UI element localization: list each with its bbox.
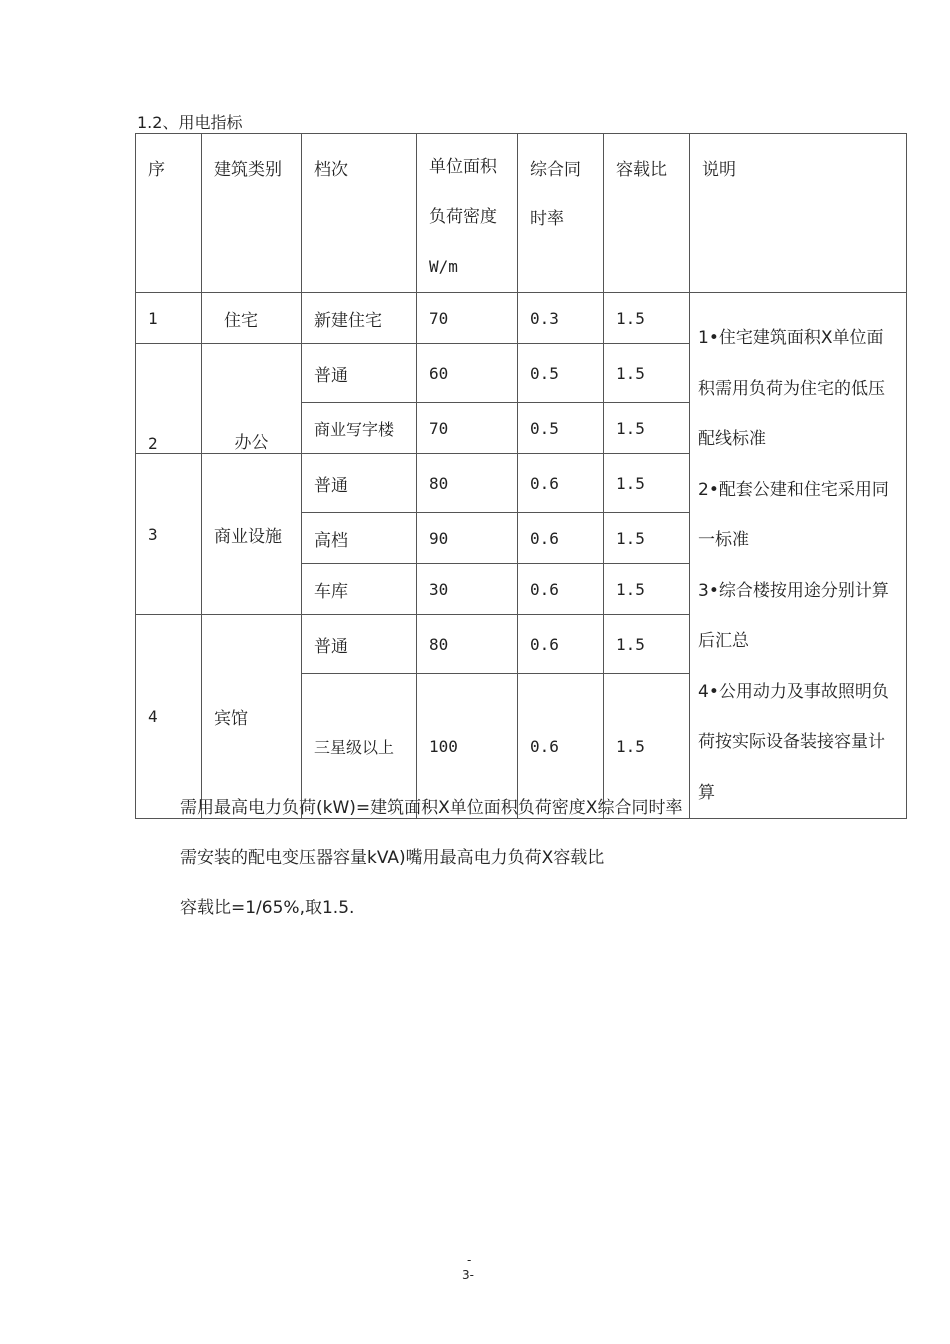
formula-transformer-capacity: 需安装的配电变压器容量kVA)嘴用最高电力负荷X容载比 xyxy=(180,848,605,868)
header-density-unit: W/m xyxy=(429,257,458,276)
header-seq: 序 xyxy=(136,134,202,293)
row-seq: 3 xyxy=(136,454,202,615)
table-row xyxy=(136,293,907,344)
row-grade: 新建住宅 xyxy=(302,293,417,344)
row-seq xyxy=(136,344,202,454)
row-ratio: 1.5 xyxy=(604,513,690,564)
row-seq: 4 xyxy=(136,615,202,819)
note-item: 3•综合楼按用途分别计算后汇总 xyxy=(698,580,889,651)
row-ratio: 1.5 xyxy=(604,344,690,403)
row-simul: 0.6 xyxy=(518,564,604,615)
row-density: 70 xyxy=(417,403,518,454)
row-ratio: 1.5 xyxy=(604,293,690,344)
notes-cell xyxy=(690,293,907,819)
page-number: 3- xyxy=(462,1268,474,1282)
row-simul: 0.6 xyxy=(518,615,604,674)
header-category: 建筑类别 xyxy=(202,134,302,293)
row-grade: 普通 xyxy=(302,454,417,513)
row-ratio: 1.5 xyxy=(604,564,690,615)
row-grade: 普通 xyxy=(302,615,417,674)
row-seq-text: 2 xyxy=(148,434,158,453)
row-category: 宾馆 xyxy=(202,615,302,819)
row-density: 80 xyxy=(417,454,518,513)
formula-capacity-ratio: 容载比=1/65%,取1.5. xyxy=(180,898,355,918)
row-category: 住宅 xyxy=(202,293,302,344)
header-simul-line2: 时率 xyxy=(530,209,564,229)
row-density: 80 xyxy=(417,615,518,674)
header-row xyxy=(136,134,907,293)
power-index-table xyxy=(135,133,907,819)
row-grade: 三星级以上 xyxy=(302,674,417,819)
header-ratio: 容载比 xyxy=(604,134,690,293)
row-simul: 0.6 xyxy=(518,454,604,513)
header-density-line1: 单位面积 xyxy=(429,157,497,177)
note-item: 1•住宅建筑面积X单位面积需用负荷为住宅的低压配线标准 xyxy=(698,328,885,449)
row-grade: 普通 xyxy=(302,344,417,403)
row-ratio: 1.5 xyxy=(604,403,690,454)
header-note: 说明 xyxy=(690,134,907,293)
header-simultaneity xyxy=(518,134,604,293)
row-ratio: 1.5 xyxy=(604,454,690,513)
row-density: 90 xyxy=(417,513,518,564)
row-grade: 高档 xyxy=(302,513,417,564)
formula-peak-load: 需用最高电力负荷(kW)=建筑面积X单位面积负荷密度X综合同时率 xyxy=(180,798,683,818)
row-seq: 1 xyxy=(136,293,202,344)
row-category-text: 办公 xyxy=(234,433,269,453)
page-number-dash: - xyxy=(467,1253,472,1267)
row-grade: 商业写字楼 xyxy=(302,403,417,454)
note-item: 2•配套公建和住宅采用同一标准 xyxy=(698,479,889,550)
row-grade: 车库 xyxy=(302,564,417,615)
row-simul: 0.3 xyxy=(518,293,604,344)
header-simul-line1: 综合同 xyxy=(530,160,581,180)
row-category: 商业设施 xyxy=(202,454,302,615)
row-simul: 0.6 xyxy=(518,513,604,564)
row-ratio: 1.5 xyxy=(604,674,690,819)
note-item: 4•公用动力及事故照明负荷按实际设备装接容量计算 xyxy=(698,681,889,803)
row-density: 60 xyxy=(417,344,518,403)
row-density: 30 xyxy=(417,564,518,615)
row-ratio: 1.5 xyxy=(604,615,690,674)
row-simul: 0.5 xyxy=(518,344,604,403)
section-title: 1.2、用电指标 xyxy=(137,113,243,132)
row-simul: 0.6 xyxy=(518,674,604,819)
header-density xyxy=(417,134,518,293)
header-density-line2: 负荷密度 xyxy=(429,207,497,227)
row-category xyxy=(202,344,302,454)
row-density: 100 xyxy=(417,674,518,819)
row-density: 70 xyxy=(417,293,518,344)
header-grade: 档次 xyxy=(302,134,417,293)
row-simul: 0.5 xyxy=(518,403,604,454)
